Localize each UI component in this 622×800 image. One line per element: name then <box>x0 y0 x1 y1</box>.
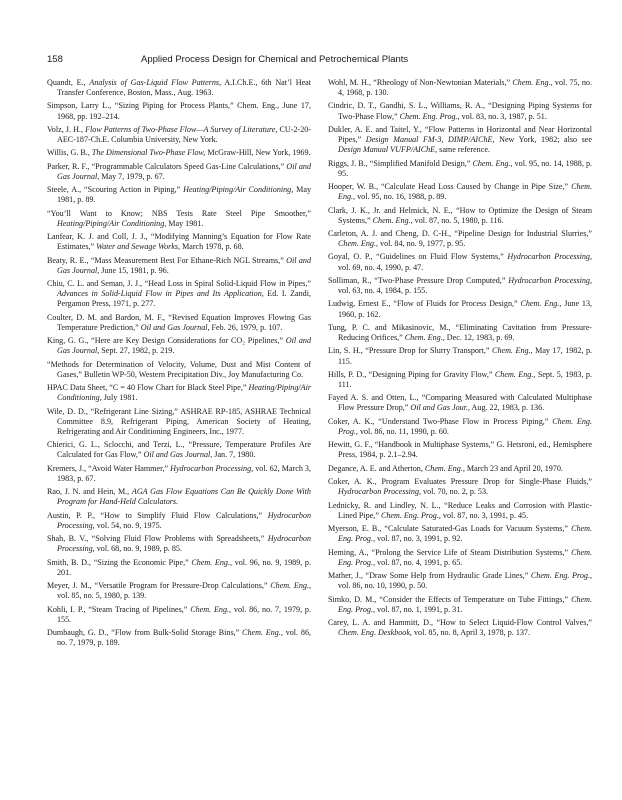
reference-text: March 1978, p. 68. <box>180 242 244 252</box>
reference-source-italic: Chem. Eng. Prog., <box>380 510 441 520</box>
reference-entry <box>328 229 592 249</box>
reference-text: New York, 1982; also see <box>494 135 592 145</box>
reference-source-italic: Oil and Gas Journal, <box>140 322 210 332</box>
reference-text: Kremers, J., “Avoid Water Hammer,” <box>47 463 171 473</box>
reference-text: vol. 68, no. 9, 1989, p. 85. <box>94 544 182 554</box>
reference-text: Lanfear, K. J. and Coll, J. J., “Modifying Manning’s Equation for Flow Rate Estimates,” <box>47 232 311 252</box>
reference-source-italic: Hydrocarbon Processing, <box>57 510 311 530</box>
reference-text: Austin, P. P., “How to Simplify Fluid Flow Calculations,” <box>47 510 268 520</box>
reference-text: Goyal, O. P., “Guidelines on Fluid Flow Systems,” <box>328 252 508 262</box>
reference-source-italic: Design Manual VUFP/AIChE, <box>338 145 438 155</box>
reference-source-italic: Chem. Eng. Prog., <box>530 571 592 581</box>
reference-text: Fayed A. S. and Otten, L., “Comparing Measured with Calculated Multiphase Flow Pressure Drop,” <box>328 393 592 413</box>
reference-text: Rao, J. N. and Hein, M., <box>47 487 132 497</box>
reference-entry <box>47 407 311 437</box>
reference-source-italic: Water and Sewage Works, <box>96 242 181 252</box>
reference-text: Hewitt, G. F., “Handbook in Multiphase Systems,” G. Hetsroni, ed., Hemisphere Press, 1984, p. 2.1–2.94. <box>328 440 592 460</box>
reference-text: vol. 75, no. 4, 1968, p. 130. <box>338 78 593 98</box>
reference-text: Beaty, R. E., “Mass Measurement Best For Ethane-Rich NGL Streams,” <box>47 255 287 265</box>
reference-source-italic: Heating/Piping/Air Conditioning, <box>57 383 311 403</box>
reference-entry <box>47 313 311 333</box>
reference-text: vol. 86, no. 7, 1979, p. 189. <box>57 628 312 648</box>
reference-source-italic: The Dimensional Two-Phase Flow, <box>91 148 206 158</box>
reference-source-italic: Advances in Solid-Liquid Flow in Pipes and Its Application, <box>57 289 264 299</box>
reference-text: Volz, J. H., <box>47 124 86 134</box>
reference-text: Dec. 12, 1983, p. 69. <box>444 333 515 343</box>
reference-text: vol. 87, no. 4, 1991, p. 65. <box>375 557 463 567</box>
reference-text: Cindric, D. T., Gandhi, S. L., Williams, R. A., “Designing Piping Systems for Two-Phase Flow,” <box>328 101 592 121</box>
references-right-column <box>328 78 592 642</box>
reference-text: vol. 87, no. 5, 1980, p. 116. <box>412 215 504 225</box>
reference-text: Steele, A., “Scouring Action in Piping,” <box>47 185 184 195</box>
reference-entry <box>328 299 592 319</box>
reference-entry <box>328 440 592 460</box>
reference-source-italic: Hydrocarbon Processing, <box>508 275 592 285</box>
reference-text: A.I.Ch.E., 6th Nat’l Heat Transfer Conference, Boston, Mass., Aug. 1963. <box>57 78 311 98</box>
reference-entry <box>328 252 592 272</box>
reference-source-italic: Analysis of Gas-Liquid Flow Patterns, <box>89 78 222 87</box>
reference-text: vol. 87, no. 3, 1991, p. 92. <box>375 534 463 544</box>
reference-source-italic: AGA Gas Flow Equations Can Be Quickly Done With Program for Hand-Held Calculators. <box>57 487 311 507</box>
reference-text: Meyer, J. M., “Versatile Program for Pressure-Drop Calculations,” <box>47 581 271 591</box>
reference-text: Heming, A., “Prolong the Service Life of Steam Distribution Systems,” <box>328 547 572 557</box>
reference-entry <box>328 477 592 497</box>
reference-text: Dumbaugh, G. D., “Flow from Bulk-Solid Storage Bins,” <box>47 628 243 638</box>
references-left-column <box>47 78 311 652</box>
reference-source-italic: Oil and Gas Journal, <box>57 336 311 356</box>
reference-entry <box>47 232 311 252</box>
reference-entry <box>47 125 311 145</box>
reference-text: King, G. G., “Here are Key Design Considerations for CO₂ Pipelines,” <box>47 336 286 346</box>
reference-entry <box>47 487 311 507</box>
reference-text: Feb. 26, 1979, p. 107. <box>209 322 283 332</box>
reference-text: vol. 86, no. 7, 1979, p. 155. <box>57 604 311 624</box>
reference-text: Simko, D. M., “Consider the Effects of Temperature on Tube Fittings,” <box>328 594 572 604</box>
reference-entry <box>328 595 592 615</box>
reference-source-italic: Chem. Eng., <box>191 557 233 567</box>
reference-entry <box>328 159 592 179</box>
reference-text: Quandt, E., <box>47 78 90 87</box>
page-header <box>47 54 582 68</box>
reference-text: “You’ll Want to Know; NBS Tests Rate Steel Pipe Smoother,” <box>47 208 311 218</box>
reference-entry <box>328 276 592 296</box>
reference-entry <box>328 101 592 121</box>
reference-source-italic: Chem. Eng. Prog., <box>338 594 592 614</box>
reference-text: Chierici, G. L., Sclocchi, and Terzi, L., “Pressure, Temperature Profiles Are Calculated for Gas Flow,” <box>47 440 311 460</box>
reference-source-italic: Chem. Eng., <box>404 333 445 343</box>
reference-entry <box>47 148 311 158</box>
reference-text: May 17, 1982, p. 115. <box>338 346 593 366</box>
reference-entry <box>47 279 311 309</box>
reference-entry <box>47 383 311 403</box>
reference-source-italic: Heating/Piping/Air Conditioning, <box>183 185 294 195</box>
reference-text: vol. 95, no. 16, 1988, p. 89. <box>355 192 447 202</box>
reference-text: June 13, 1960, p. 162. <box>338 299 593 319</box>
reference-entry <box>328 524 592 544</box>
reference-source-italic: Chem. Eng., <box>472 158 513 168</box>
reference-entry <box>47 511 311 531</box>
reference-text: Ed. I. Zandi, Pergamon Press, 1971, p. 277. <box>57 289 311 309</box>
reference-source-italic: Heating/Piping/Air Conditioning, <box>57 218 167 228</box>
reference-text: Lednicky, R. and Lindley, N. L., “Reduce Leaks and Corrosion with Plastic-Lined Pipe,” <box>328 500 592 520</box>
reference-entry <box>328 323 592 343</box>
reference-entry <box>47 162 311 182</box>
reference-text: vol. 96, no. 9, 1989, p. 201. <box>57 557 312 577</box>
reference-entry <box>47 185 311 205</box>
reference-text: vol. 62, March 3, 1983, p. 67. <box>57 463 311 483</box>
reference-source-italic: Chem. Eng. Prog., <box>399 111 460 121</box>
reference-entry <box>328 206 592 226</box>
reference-entry <box>328 417 592 437</box>
reference-text: Mather, J., “Draw Some Help from Hydraulic Grade Lines,” <box>328 571 531 581</box>
reference-source-italic: Chem. Eng., <box>270 581 312 591</box>
reference-source-italic: Hydrocarbon Processing, <box>57 534 311 554</box>
reference-text: Sept. 5, 1983, p. 111. <box>338 369 593 389</box>
reference-text: Lin, S. H., “Pressure Drop for Slurry Transport,” <box>328 346 493 356</box>
reference-entry <box>47 336 311 356</box>
reference-text: Parker, R. F., “Programmable Calculators Speed Gas-Line Calculations,” <box>47 161 287 171</box>
reference-text: July 1981. <box>101 393 138 403</box>
reference-source-italic: Chem. Eng., <box>338 239 379 249</box>
reference-text: Chiu, C. L. and Seman, J. J., “Head Loss in Spiral Solid-Liquid Flow in Pipes,” <box>47 279 311 289</box>
reference-source-italic: Chem. Eng., <box>372 215 413 225</box>
reference-entry <box>47 101 311 121</box>
reference-source-italic: Oil and Gas Journal, <box>143 450 213 460</box>
reference-text: Aug. 22, 1983, p. 136. <box>469 403 545 413</box>
reference-source-italic: Chem. Eng., <box>520 299 562 309</box>
reference-text: Solliman, R., “Two-Phase Pressure Drop Computed,” <box>328 275 509 285</box>
reference-text: “Methods for Determination of Velocity, Volume, Dust and Mist Content of Gases,” Bulletin WP-50, Western Precipitation Div., Joy Manufacturing Co. <box>47 359 311 379</box>
reference-source-italic: Chem. Eng. Prog., <box>338 524 592 544</box>
reference-text: CU-2-20-AEC-187-Ch.E. Columbia University, New York. <box>57 124 312 145</box>
reference-entry <box>47 558 311 578</box>
reference-text: vol. 83, no. 3, 1987, p. 51. <box>459 111 547 121</box>
reference-text: Degance, A. E. and Atherton, <box>328 463 425 473</box>
reference-source-italic: Chem. Eng., <box>494 369 536 379</box>
reference-entry <box>328 370 592 390</box>
reference-text: Hooper, W. B., “Calculate Head Loss Caused by Change in Pipe Size,” <box>328 182 572 192</box>
running-title: Applied Process Design for Chemical and Petrochemical Plants <box>141 54 409 65</box>
reference-source-italic: Oil and Gas Jour., <box>410 403 470 413</box>
reference-source-italic: Chem. Eng., <box>190 604 232 614</box>
reference-text: same reference. <box>437 145 490 155</box>
reference-text: Smith, B. D., “Sizing the Economic Pipe,” <box>47 557 192 567</box>
reference-source-italic: Chem. Eng., <box>512 78 553 87</box>
reference-text: vol. 86, no. 11, 1990, p. 60. <box>357 426 449 436</box>
reference-text: Wohl, M. H., “Rheology of Non-Newtonian Materials,” <box>328 78 513 87</box>
reference-text: Shah, B. V., “Solving Fluid Flow Problems with Spreadsheets,” <box>47 534 268 544</box>
reference-text: Riggs, J. B., “Simplified Manifold Design,” <box>328 158 473 168</box>
reference-text: vol. 63, no. 4, 1984, p. 155. <box>338 286 428 296</box>
reference-entry <box>328 571 592 591</box>
reference-entry <box>47 78 311 98</box>
reference-text: Sept. 27, 1982, p. 219. <box>99 346 175 356</box>
reference-text: May 7, 1979, p. 67. <box>99 171 165 181</box>
reference-text: Tung, P. C. and Mikasinovic, M., “Eliminating Cavitation from Pressure-Reducing Orifices,” <box>328 322 592 343</box>
reference-text: May 1981. <box>166 218 204 228</box>
reference-text: vol. 69, no. 4, 1990, p. 47. <box>338 262 424 272</box>
reference-source-italic: Chem. Eng., <box>424 463 465 473</box>
reference-text: vol. 54, no. 9, 1975. <box>94 520 162 530</box>
reference-entry <box>47 209 311 229</box>
reference-source-italic: Hydrocarbon Processing, <box>170 463 254 473</box>
reference-source-italic: Oil and Gas Journal, <box>57 161 312 181</box>
reference-source-italic: Chem. Eng. Deskbook, <box>338 628 412 638</box>
reference-text: vol. 85, no. 5, 1980, p. 139. <box>57 591 147 601</box>
reference-text: May 1981, p. 89. <box>57 185 312 205</box>
reference-source-italic: Design Manual FM-3, DIMP/AIChE, <box>365 135 495 145</box>
reference-text: Carleton, A. J. and Cheng, D. C-H., “Pipeline Design for Industrial Slurries,” <box>328 229 592 238</box>
reference-text: Coulter, D. M. and Bardon, M. F., “Revised Equation Improves Flowing Gas Temperature Prediction,” <box>47 312 311 332</box>
reference-entry <box>328 464 592 474</box>
reference-source-italic: Oil and Gas Journal, <box>57 255 311 275</box>
reference-text: Willis, G. B., <box>47 148 92 158</box>
reference-entry <box>328 182 592 202</box>
reference-entry <box>328 501 592 521</box>
reference-source-italic: Chem. Eng., <box>338 182 592 202</box>
reference-text: vol. 70, no. 2, p. 53. <box>421 487 489 497</box>
reference-text: vol. 87, no. 1, 1991, p. 31. <box>375 604 463 614</box>
reference-entry <box>47 605 311 625</box>
reference-text: Myerson, E. B., “Calculate Saturated-Gas Loads for Vacuum Systems,” <box>328 524 572 534</box>
reference-source-italic: Chem. Eng., <box>242 628 283 638</box>
reference-entry <box>47 360 311 380</box>
reference-source-italic: Hydrocarbon Processing, <box>507 252 592 262</box>
reference-entry <box>47 581 311 601</box>
reference-text: Jan. 7, 1980. <box>212 450 256 460</box>
reference-source-italic: Chem. Eng. Prog., <box>338 547 592 567</box>
reference-text: Kohli, I. P., “Steam Tracing of Pipelines,” <box>47 604 191 614</box>
reference-text: March 23 and April 20, 1970. <box>464 463 563 473</box>
reference-source-italic: Hydrocarbon Processing, <box>338 487 422 497</box>
reference-entry <box>47 256 311 276</box>
reference-entry <box>328 125 592 155</box>
reference-source-italic: Chem. Eng. Prog., <box>338 416 592 436</box>
reference-text: McGraw-Hill, New York, 1969. <box>205 148 311 158</box>
reference-text: Carey, L. A. and Hammitt, D., “How to Select Liquid-Flow Control Valves,” <box>328 618 592 628</box>
reference-entry <box>328 78 592 98</box>
reference-entry <box>47 534 311 554</box>
reference-entry <box>328 393 592 413</box>
reference-entry <box>328 548 592 568</box>
reference-text: Simpson, Larry L., “Sizing Piping for Process Plants,” Chem. Eng., June 17, 1968, pp. 192–214. <box>47 101 311 121</box>
reference-text: Ludwig, Ernest E., “Flow of Fluids for Process Design,” <box>328 299 521 309</box>
reference-source-italic: Chem. Eng., <box>492 346 533 356</box>
reference-source-italic: Flow Patterns of Two-Phase Flow—A Survey of Literature, <box>85 124 278 134</box>
reference-text: Dukler, A. E. and Taitel, Y., “Flow Patterns in Horizontal and Near Horizontal Pipes,” <box>328 124 592 145</box>
reference-entry <box>47 628 311 648</box>
reference-text: Wile, D. D., “Refrigerant Line Sizing,” ASHRAE RP-185, ASHRAE Technical Committee 8.9, Refrigerant Piping, American Society of Heating, Refrigerating and Air Conditioning Engineers, Inc., 1977. <box>47 406 311 436</box>
reference-text: vol. 85, no. 8, April 3, 1978, p. 137. <box>411 628 530 638</box>
reference-text: HPAC Data Sheet, “C = 40 Flow Chart for Black Steel Pipe,” <box>47 383 249 393</box>
reference-entry <box>328 346 592 366</box>
reference-entry <box>47 440 311 460</box>
reference-entry <box>47 464 311 484</box>
reference-text: vol. 86, no. 10, 1990, p. 50. <box>338 581 428 591</box>
reference-text: Hills, P. D., “Designing Piping for Gravity Flow,” <box>328 369 495 379</box>
reference-text: vol. 87, no. 3, 1991, p. 45. <box>440 510 529 520</box>
reference-text: vol. 84, no. 9, 1977, p. 95. <box>378 239 466 249</box>
reference-text: Coker, A. K., “Understand Two-Phase Flow in Process Piping,” <box>328 416 553 426</box>
reference-text: June 15, 1981, p. 96. <box>99 265 169 275</box>
reference-entry <box>328 618 592 638</box>
reference-text: Clark, J. K., Jr. and Helmick, N. E., “How to Optimize the Design of Steam Systems,” <box>328 205 592 225</box>
page-number: 158 <box>47 54 63 65</box>
reference-text: vol. 95, no. 14, 1988, p. 95. <box>338 158 593 178</box>
reference-text: Coker, A. K., Program Evaluates Pressure Drop for Single-Phase Fluids,” <box>328 477 592 487</box>
